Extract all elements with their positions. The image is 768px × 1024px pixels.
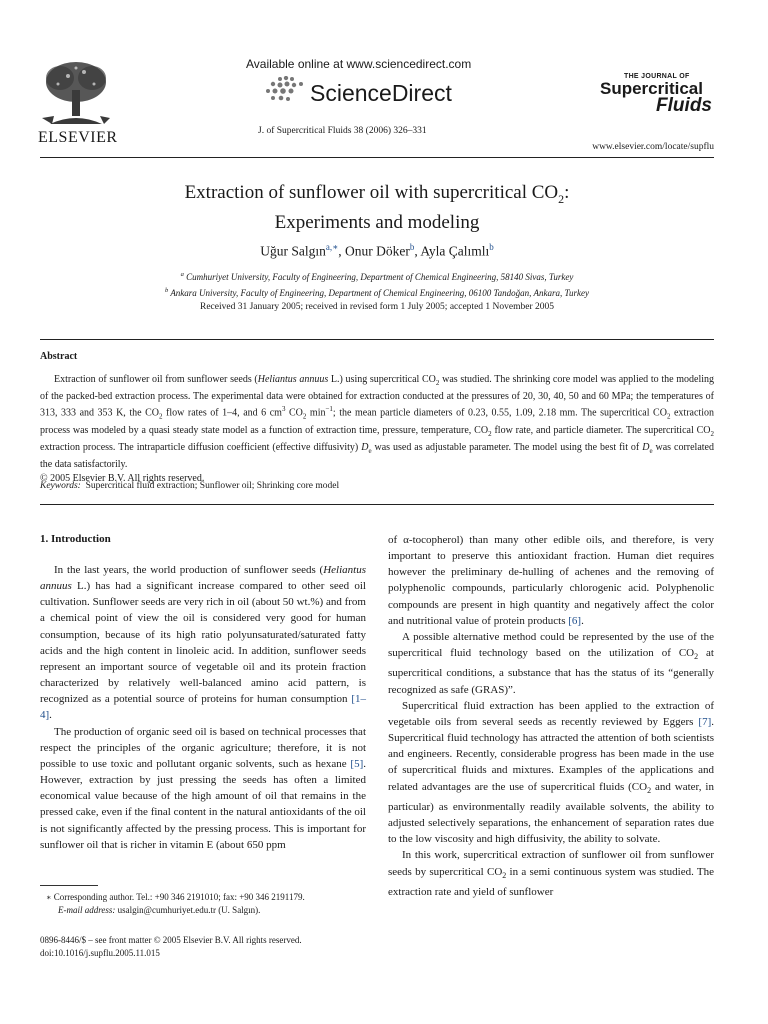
abstract-top-rule bbox=[40, 339, 714, 340]
journal-logo-line1: THE JOURNAL OF bbox=[624, 73, 690, 80]
affiliations bbox=[40, 268, 714, 300]
journal-logo-line3: Fluids bbox=[656, 95, 712, 116]
journal-logo bbox=[600, 73, 718, 115]
citation-link[interactable]: [6] bbox=[568, 614, 582, 627]
article-dates: Received 31 January 2005; received in revised form 1 July 2005; accepted 1 November 2005 bbox=[199, 302, 555, 312]
journal-citation: J. of Supercritical Fluids 38 (2006) 326–331 bbox=[258, 126, 427, 136]
author-sup[interactable]: a,∗ bbox=[325, 242, 339, 252]
author: Ayla Çalımlı bbox=[420, 243, 490, 259]
citation-link[interactable]: [1–4] bbox=[40, 693, 366, 722]
sciencedirect-logo bbox=[264, 74, 464, 110]
author: Uğur Salgın bbox=[260, 243, 326, 259]
introduction-heading: 1. Introduction bbox=[40, 533, 111, 545]
author: Onur Döker bbox=[344, 243, 410, 259]
elsevier-logo bbox=[38, 58, 118, 146]
header-rule bbox=[40, 157, 714, 158]
elsevier-wordmark: ELSEVIER bbox=[38, 129, 118, 146]
copyright: © 2005 Elsevier B.V. All rights reserved. bbox=[40, 472, 205, 484]
right-column: of α-tocopherol) than many other edible oils, and therefore, is very important to preserve this antioxidant fraction. Human diet requires however the preliminary de-hulling of achenes and the removing of polyphenolic compounds, particularly chlorogenic acid. Polyphenolic compounds are present in high quantity and negatively affect the color and nutritional value of protein products [6]. A possible alternative method could be represented by the use of the supercritical fluid technology based on the utilization of $CO_2$ at supercritical conditions, a substance that has the status of its “generally recognized as safe (GRAS)”. Supercritical fluid extraction has been applied to the extraction of vegetable oils from several seeds as recently reviewed by Eggers [7]. Supercritical fluid technology has attracted the attention of both scientists and engineers. Recently, considerable progress has been made in the use of supercritical fluids and mixtures. Examples of the applications and related advantages are the use of supercritical fluids ($CO_2$ and water, in particular) as environmentally readily available solvents, the ability to adjusted selectively separations, the enhancement of separation rates due to the low viscosity and high diffusivity, the ability to solvate. In this work, supercritical extraction of sunflower oil from sunflower seeds by supercritical $CO_2$ in a semi continuous system was studied. The extraction rate and yield of sunflower bbox=[388, 534, 714, 898]
abstract-heading: Abstract bbox=[40, 351, 78, 362]
affiliation: $^a$ Cumhuriyet University, Faculty of Engineering, Department of Chemical Engineering, 58140 Sivas, Turkey bbox=[180, 271, 574, 282]
elsevier-tree-icon bbox=[38, 58, 114, 126]
sciencedirect-wordmark: ScienceDirect bbox=[310, 80, 452, 106]
available-online: Available online at www.sciencedirect.com bbox=[246, 57, 472, 71]
citation-link[interactable]: [7] bbox=[698, 715, 712, 728]
footnote-rule bbox=[40, 885, 98, 886]
citation-link[interactable]: [5] bbox=[350, 757, 364, 770]
journal-url[interactable]: www.elsevier.com/locate/supflu bbox=[592, 142, 714, 152]
email-link[interactable]: usalgin@cumhuriyet.edu.tr (U. Salgın). bbox=[117, 905, 261, 915]
doi[interactable]: doi:10.1016/j.supflu.2005.11.015 bbox=[40, 948, 160, 958]
keywords: Keywords: Supercritical fluid extraction; Sunflower oil; Shrinking core model bbox=[40, 481, 340, 491]
journal-logo-line2: Supercritical bbox=[600, 79, 703, 98]
abstract-bottom-rule bbox=[40, 504, 714, 505]
footnote: ∗ Corresponding author. Tel.: +90 346 2191010; fax: +90 346 2191179. E-mail address: usalgin@cumhuriyet.edu.tr (U. Salgın). bbox=[46, 892, 305, 915]
author-sup[interactable]: b bbox=[409, 242, 415, 252]
left-column: In the last years, the world production of sunflower seeds (Heliantus annuus L.) has had a significant increase compared to other seed oil cultivation. Sunflower seeds are very rich in oil (about 50 wt.%) and from a chemical point of view the oil is considered very good for human consumption, because of its high ratio polyunsaturated/saturated fatty acids and the high content in linoleic acid. In addition, sunflower seeds represent an important source of vegetable oil and its protein fraction characterized by relatively well-balanced amino acid pattern, is recognized as a potential source of proteins for human consumption [1–4]. The production of organic seed oil is based on technical processes that respect the principles of the organic agriculture; therefore, it is not possible to use toxic and pollutant organic solvents, such as hexane [5]. However, extraction by just pressing the seeds has often a limited economical value because of the high amount of oil that remains in the pressed cake, even if the final content in the natural antioxidants of the oil is not significantly affected by the pressing process. This is important for sunflower oil that is richer in vitamin E (about 650 ppm bbox=[40, 564, 366, 851]
front-matter: 0896-8446/$ – see front matter © 2005 Elsevier B.V. All rights reserved. doi:10.1016/j.supflu.2005.11.015 bbox=[40, 935, 302, 958]
sciencedirect-dots-icon bbox=[264, 76, 308, 106]
author-sup[interactable]: b bbox=[489, 242, 494, 252]
article-title: Extraction of sunflower oil with supercritical $CO_2$: Experiments and modeling bbox=[184, 182, 570, 233]
abstract-body: Extraction of sunflower oil from sunflower seeds (Heliantus annuus L.) using supercritical $CO_2$ was studied. The shrinking core model was applied to the modeling of the packed-bed extraction process. The experimental data were obtained for extraction conducted at the pressures of 20, 30, 40, 50 and 60 MPa; the temperatures of 313, 333 and 353 K, the $CO_2$ flow rates of 1–4, and 6 $cm^3$ $CO_2$ $\min^{-1}$; the mean particle diameters of 0.23, 0.55, 1.09, 2.18 mm. The supercritical $CO_2$ extraction process was modeled by a quasi steady state model as a function of extraction time, pressure, temperature, $CO_2$ flow rate, and particle diameter. The supercritical $CO_2$ extraction process. The intraparticle diffusion coefficient (effective diffusivity) $D_e$ was used as adjustable parameter. The model using the best fit of $D_e$ was correlated the data satisfactorily. © 2005 Elsevier B.V. All rights reserved. bbox=[40, 374, 715, 484]
author-list: Uğur Salgın$^{a,∗}$, Onur Döker$^b$, Ayla Çalımlı$^b$ bbox=[260, 242, 494, 259]
affiliation: $^b$ Ankara University, Faculty of Engineering, Department of Chemical Engineering, 06100 Tandoğan, Ankara, Turkey bbox=[164, 287, 590, 298]
